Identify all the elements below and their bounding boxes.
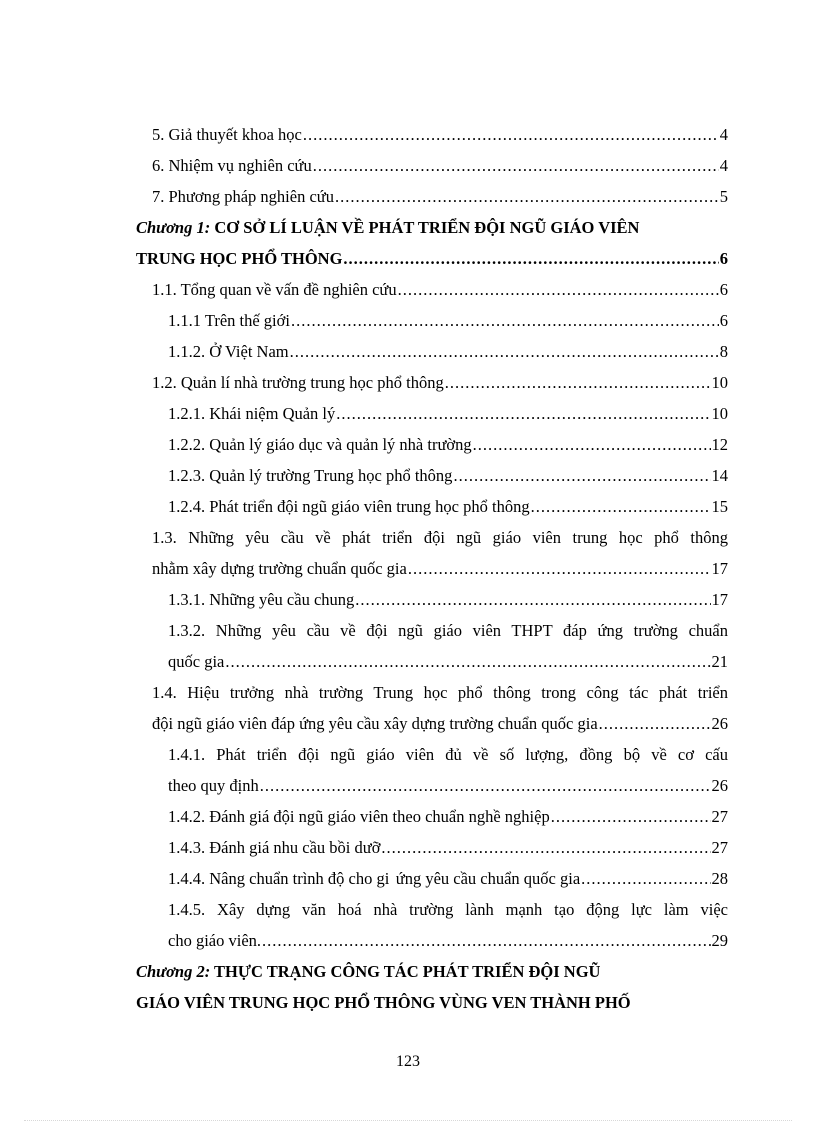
toc-section-1-1-1[interactable]: 1.1.1 Trên thế giới ..... 6: [136, 305, 728, 336]
toc-section-1-4-4[interactable]: 1.4.4. Nâng chuẩn trình độ cho gi ứng yêu cầu chuẩn quốc gia ..... 28: [136, 863, 728, 894]
toc-section-1-4-1-cont[interactable]: theo quy định ..... 26: [136, 770, 728, 801]
chapter-label: Chương 1:: [136, 218, 211, 237]
toc-section-1-4[interactable]: 1.4. Hiệu trưởng nhà trường Trung học phổ thông trong công tác phát triển: [152, 683, 728, 702]
toc-section-1-4-cont[interactable]: đội ngũ giáo viên đáp ứng yêu cầu xây dựng trường chuẩn quốc gia ..... 26: [136, 708, 728, 739]
toc-section-1-2-1[interactable]: 1.2.1. Khái niệm Quản lý ..... 10: [136, 398, 728, 429]
toc-section-1-4-1[interactable]: 1.4.1. Phát triển đội ngũ giáo viên đủ về số lượng, đồng bộ về cơ cấu: [168, 745, 728, 764]
table-of-contents: [136, 119, 728, 1018]
toc-section-1-4-3[interactable]: 1.4.3. Đánh giá nhu cầu bồi dưỡ ..... 27: [136, 832, 728, 863]
toc-section-1-2-2[interactable]: 1.2.2. Quản lý giáo dục và quản lý nhà trường ..... 12: [136, 429, 728, 460]
page-divider: [24, 1120, 792, 1121]
toc-chapter-1-heading[interactable]: [136, 212, 728, 243]
toc-section-1-2-3[interactable]: 1.2.3. Quản lý trường Trung học phổ thông ..... 14: [136, 460, 728, 491]
toc-section-1-3-2[interactable]: 1.3.2. Những yêu cầu về đội ngũ giáo viên THPT đáp ứng trường chuẩn: [168, 621, 728, 640]
toc-section-1-4-5-cont[interactable]: cho giáo viên. ..... 29: [136, 925, 728, 956]
chapter-title: THỰC TRẠNG CÔNG TÁC PHÁT TRIỂN ĐỘI NGŨ: [210, 962, 601, 981]
toc-chapter-2-heading[interactable]: [136, 956, 728, 987]
toc-section-1-4-2[interactable]: 1.4.2. Đánh giá đội ngũ giáo viên theo chuẩn nghề nghiệp ..... 27: [136, 801, 728, 832]
toc-section-1-2[interactable]: 1.2. Quản lí nhà trường trung học phổ thông ..... 10: [136, 367, 728, 398]
toc-section-1-4-5[interactable]: 1.4.5. Xây dựng văn hoá nhà trường lành mạnh tạo động lực làm việc: [168, 900, 728, 919]
toc-chapter-1-heading-cont[interactable]: TRUNG HỌC PHỔ THÔNG ..... 6: [136, 243, 728, 274]
toc-entry-methods[interactable]: 7. Phương pháp nghiên cứu ..... 5: [136, 181, 728, 212]
chapter-title: CƠ SỞ LÍ LUẬN VỀ PHÁT TRIỂN ĐỘI NGŨ GIÁO VIÊN: [210, 218, 640, 237]
toc-section-1-3[interactable]: 1.3. Những yêu cầu về phát triển đội ngũ giáo viên trung học phổ thông: [152, 528, 728, 547]
toc-section-1-1-2[interactable]: 1.1.2. Ở Việt Nam ..... 8: [136, 336, 728, 367]
toc-section-1-1[interactable]: 1.1. Tổng quan về vấn đề nghiên cứu ..... 6: [136, 274, 728, 305]
toc-entry-hypothesis[interactable]: 5. Giả thuyết khoa học ..... 4: [136, 119, 728, 150]
page-number: 123: [396, 1053, 420, 1070]
toc-section-1-3-1[interactable]: 1.3.1. Những yêu cầu chung ..... 17: [136, 584, 728, 615]
chapter-label: Chương 2:: [136, 962, 211, 981]
toc-section-1-2-4[interactable]: 1.2.4. Phát triển đội ngũ giáo viên trung học phổ thông ..... 15: [136, 491, 728, 522]
toc-section-1-3-2-cont[interactable]: quốc gia ..... 21: [136, 646, 728, 677]
toc-section-1-3-cont[interactable]: nhằm xây dựng trường chuẩn quốc gia ..... 17: [136, 553, 728, 584]
toc-chapter-2-heading-cont[interactable]: GIÁO VIÊN TRUNG HỌC PHỔ THÔNG VÙNG VEN THÀNH PHỐ: [136, 993, 631, 1012]
toc-entry-tasks[interactable]: 6. Nhiệm vụ nghiên cứu ..... 4: [136, 150, 728, 181]
